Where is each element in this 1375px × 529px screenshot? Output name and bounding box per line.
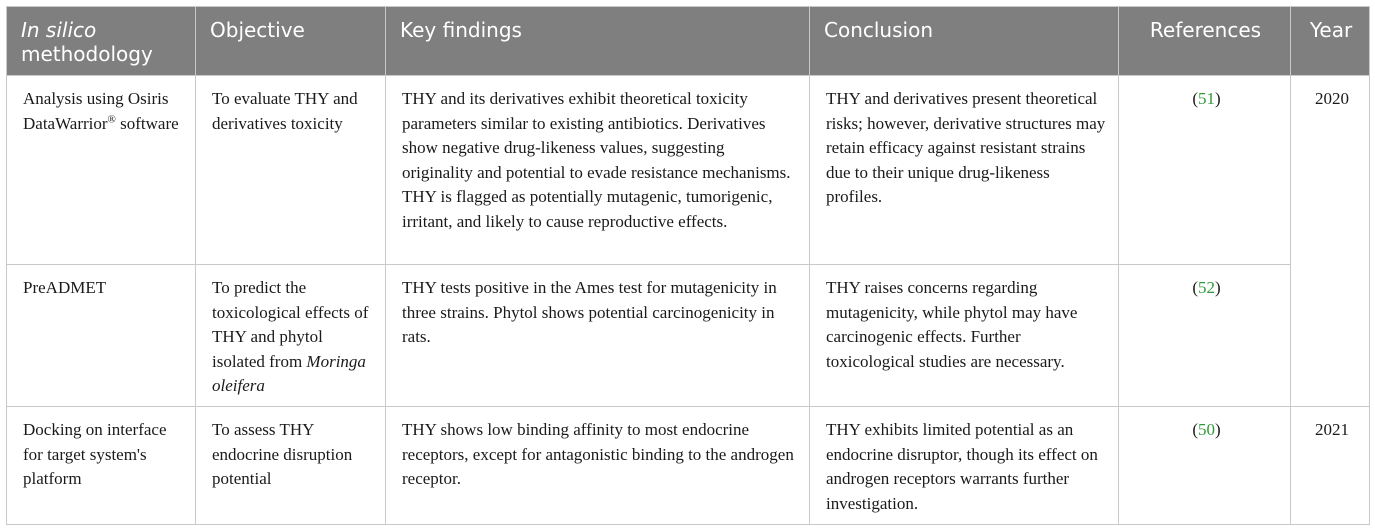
methodology-text-tail: software xyxy=(115,113,179,133)
cell-year: 2020 xyxy=(1291,76,1370,407)
ref-paren-close: ) xyxy=(1215,278,1221,297)
table-row xyxy=(7,407,1370,525)
header-references: References xyxy=(1119,7,1291,76)
registered-mark: ® xyxy=(107,112,116,125)
ref-paren-open: ( xyxy=(1192,420,1198,439)
ref-paren-open: ( xyxy=(1192,89,1198,108)
header-methodology-italic: In silico xyxy=(21,18,97,42)
cell-objective xyxy=(196,265,386,407)
cell-methodology: PreADMET xyxy=(7,265,196,407)
cell-conclusion: THY raises concerns regarding mutagenicity, while phytol may have carcinogenic effects. Further toxicological studies are necessary. xyxy=(810,265,1119,407)
cell-key-findings: THY tests positive in the Ames test for mutagenicity in three strains. Phytol shows potential carcinogenicity in rats. xyxy=(386,265,810,407)
methodology-text: Analysis using Osiris DataWarrior xyxy=(23,89,169,133)
header-methodology-rest: methodology xyxy=(21,42,153,66)
cell-key-findings: THY shows low binding affinity to most endocrine receptors, except for antagonistic binding to the androgen receptor. xyxy=(386,407,810,525)
cell-conclusion: THY exhibits limited potential as an endocrine disruptor, though its effect on androgen receptors warrants further investigation. xyxy=(810,407,1119,525)
reference-link[interactable]: 51 xyxy=(1198,89,1215,108)
header-year: Year xyxy=(1291,7,1370,76)
cell-year: 2021 xyxy=(1291,407,1370,525)
reference-link[interactable]: 50 xyxy=(1198,420,1215,439)
table-row xyxy=(7,265,1370,407)
objective-text: To predict the toxicological effects of THY and phytol isolated from xyxy=(212,278,369,371)
header-objective: Objective xyxy=(196,7,386,76)
cell-conclusion: THY and derivatives present theoretical risks; however, derivative structures may retain efficacy against resistant strains due to their unique drug-likeness profiles. xyxy=(810,76,1119,265)
header-methodology xyxy=(7,7,196,76)
cell-reference xyxy=(1119,76,1291,265)
ref-paren-open: ( xyxy=(1192,278,1198,297)
header-conclusion: Conclusion xyxy=(810,7,1119,76)
cell-reference xyxy=(1119,407,1291,525)
reference-link[interactable]: 52 xyxy=(1198,278,1215,297)
table-row xyxy=(7,76,1370,265)
species-name: Moringa oleifera xyxy=(212,351,366,395)
cell-key-findings: THY and its derivatives exhibit theoretical toxicity parameters similar to existing antibiotics. Derivatives show negative drug-likeness values, suggesting originality and potential to evade resistance mechanisms. THY is flagged as potentially mutagenic, tumorigenic, irritant, and likely to cause reproductive effects. xyxy=(386,76,810,265)
cell-reference xyxy=(1119,265,1291,407)
cell-methodology xyxy=(7,76,196,265)
table-header-row xyxy=(7,7,1370,76)
ref-paren-close: ) xyxy=(1215,420,1221,439)
cell-objective: To evaluate THY and derivatives toxicity xyxy=(196,76,386,265)
cell-objective: To assess THY endocrine disruption potential xyxy=(196,407,386,525)
header-key-findings: Key findings xyxy=(386,7,810,76)
in-silico-studies-table xyxy=(6,6,1370,525)
ref-paren-close: ) xyxy=(1215,89,1221,108)
cell-methodology: Docking on interface for target system's platform xyxy=(7,407,196,525)
